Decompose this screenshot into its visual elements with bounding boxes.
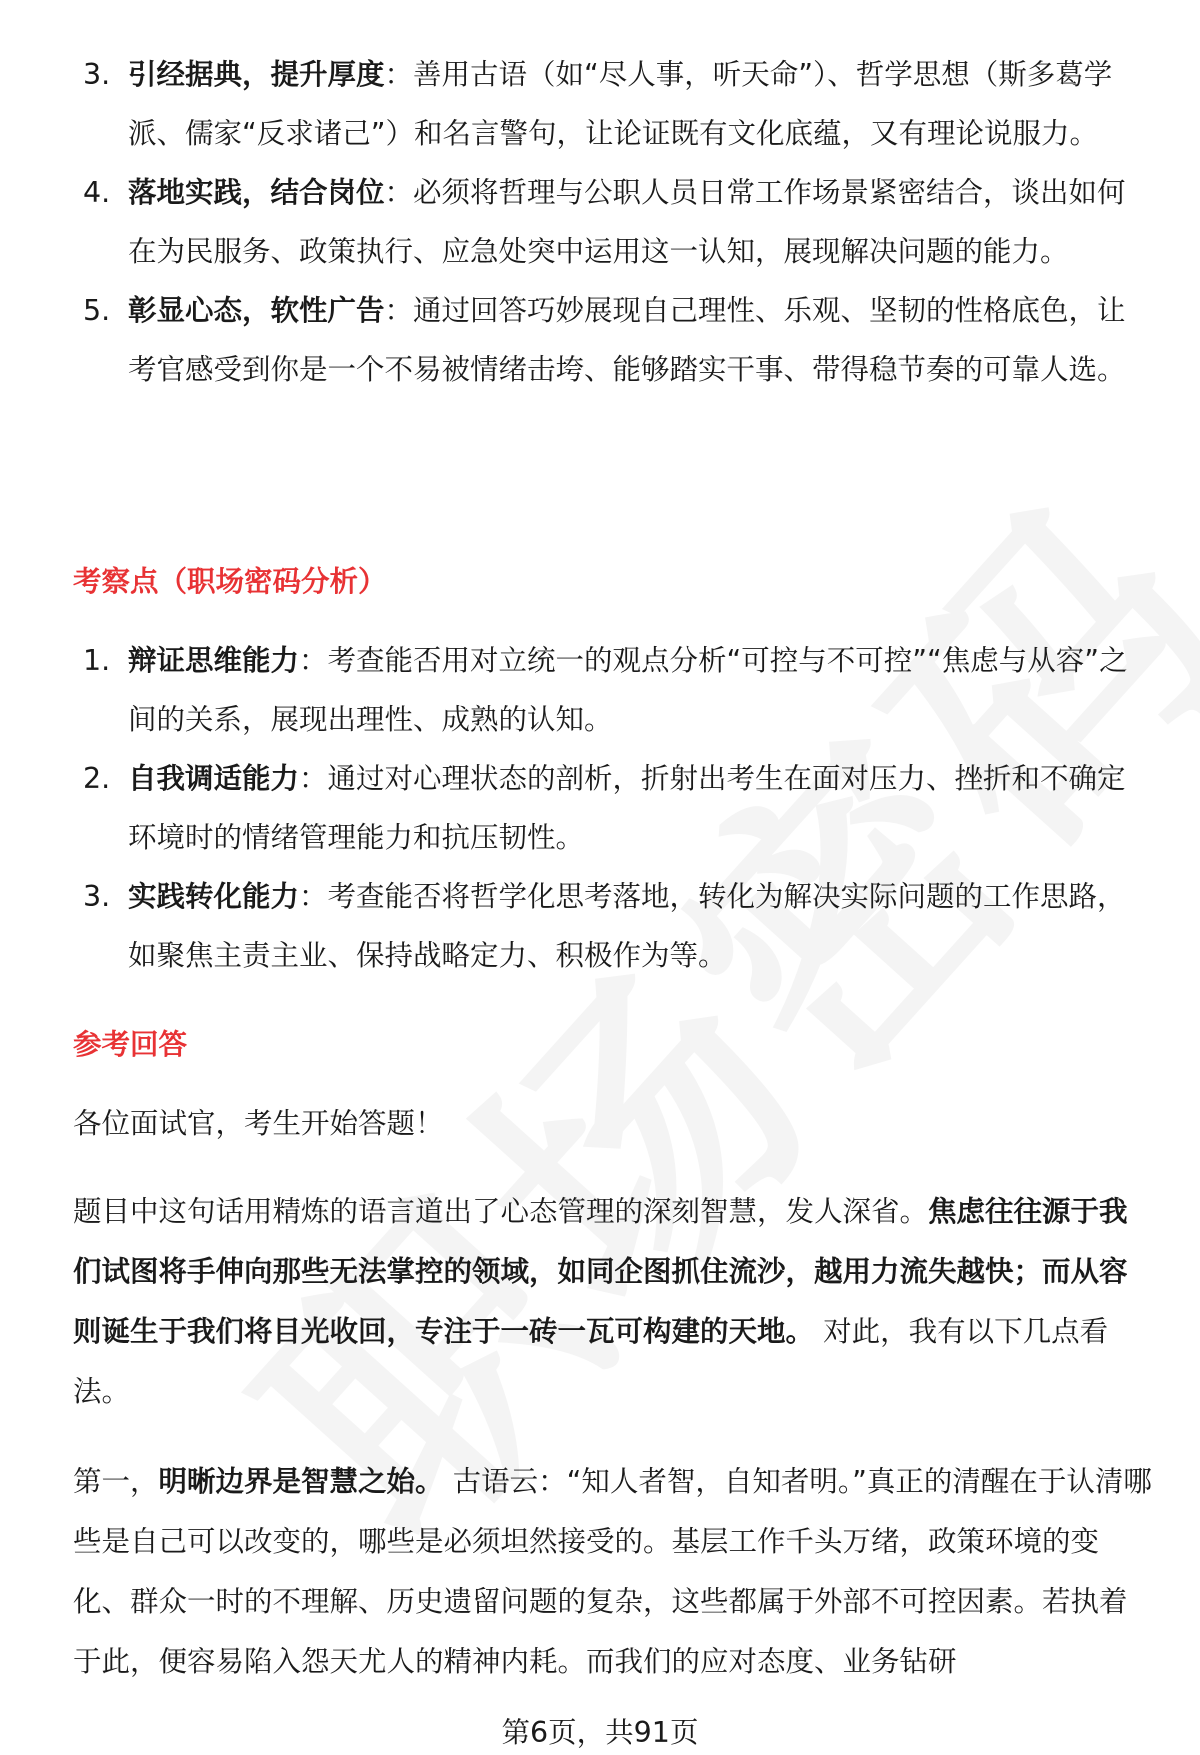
section-heading-answer: 参考回答 [73,1028,188,1061]
item-title: 自我调适能力 [128,762,300,795]
item-text: ：考查能否将哲学化思考落地，转化为解决实际问题的工作思路，如聚焦主责主业、保持战略定力、积极作为等。 [128,880,1126,972]
paragraph-greeting: 各位面试官，考生开始答题！ [73,1107,444,1140]
item-text: ：通过对心理状态的剖析，折射出考生在面对压力、挫折和不确定环境时的情绪管理能力和抗压韧性。 [128,762,1126,854]
item-text: ：必须将哲理与公职人员日常工作场景紧密结合，谈出如何在为民服务、政策执行、应急处突中运用这一认知，展现解决问题的能力。 [128,176,1126,268]
item-title: 辩证思维能力 [128,644,300,677]
list-item: 3. 实践转化能力：考查能否将哲学化思考落地，转化为解决实际问题的工作思路，如聚焦主责主业、保持战略定力、积极作为等。 [83,880,1126,972]
item-title: 引经据典，提升厚度 [128,58,385,91]
list-item: 3. 引经据典，提升厚度：善用古语（如“尽人事，听天命”）、哲学思想（斯多葛学派、儒家“反求诸己”）和名言警句，让论证既有文化底蕴，又有理论说服力。 [83,58,1113,150]
section-heading-kaocha: 考察点（职场密码分析） [73,565,387,598]
item-text: ：通过回答巧妙展现自己理性、乐观、坚韧的性格底色，让考官感受到你是一个不易被情绪击垮、能够踏实干事、带得稳节奏的可靠人选。 [128,294,1126,386]
item-title: 彰显心态，软性广告 [128,294,385,327]
page-number: 第6页，共91页 [501,1716,699,1749]
list-item: 2. 自我调适能力：通过对心理状态的剖析，折射出考生在面对压力、挫折和不确定环境时的情绪管理能力和抗压韧性。 [83,762,1126,854]
list-item: 1. 辩证思维能力：考查能否用对立统一的观点分析“可控与不可控”“焦虑与从容”之间的关系，展现出理性、成熟的认知。 [83,644,1128,736]
paragraph-intro: 题目中这句话用精炼的语言道出了心态管理的深刻智慧，发人深省。焦虑往往源于我们试图将手伸向那些无法掌控的领域，如同企图抓住流沙，越用力流失越快；而从容则诞生于我们将目光收回，专注于一砖一瓦可构建的天地。 对此，我有以下几点看法。 [73,1195,1128,1408]
list-item: 5. 彰显心态，软性广告：通过回答巧妙展现自己理性、乐观、坚韧的性格底色，让考官感受到你是一个不易被情绪击垮、能够踏实干事、带得稳节奏的可靠人选。 [83,294,1126,386]
list-item: 4. 落地实践，结合岗位：必须将哲理与公职人员日常工作场景紧密结合，谈出如何在为民服务、政策执行、应急处突中运用这一认知，展现解决问题的能力。 [83,176,1126,268]
item-text: ：善用古语（如“尽人事，听天命”）、哲学思想（斯多葛学派、儒家“反求诸己”）和名言警句，让论证既有文化底蕴，又有理论说服力。 [128,58,1113,150]
item-title: 实践转化能力 [128,880,300,913]
assessment-list [73,631,1153,985]
requirements-list [73,45,1153,399]
paragraph-first-point: 第一，明晰边界是智慧之始。 古语云：“知人者智，自知者明。”真正的清醒在于认清哪些是自己可以改变的，哪些是必须坦然接受的。基层工作千头万绪，政策环境的变化、群众一时的不理解、历史遗留问题的复杂，这些都属于外部不可控因素。若执着于此，便容易陷入怨天尤人的精神内耗。而我们的应对态度、业务钻研 [73,1465,1152,1678]
item-title: 落地实践，结合岗位 [128,176,385,209]
item-text: ：考查能否用对立统一的观点分析“可控与不可控”“焦虑与从容”之间的关系，展现出理性、成熟的认知。 [128,644,1128,736]
